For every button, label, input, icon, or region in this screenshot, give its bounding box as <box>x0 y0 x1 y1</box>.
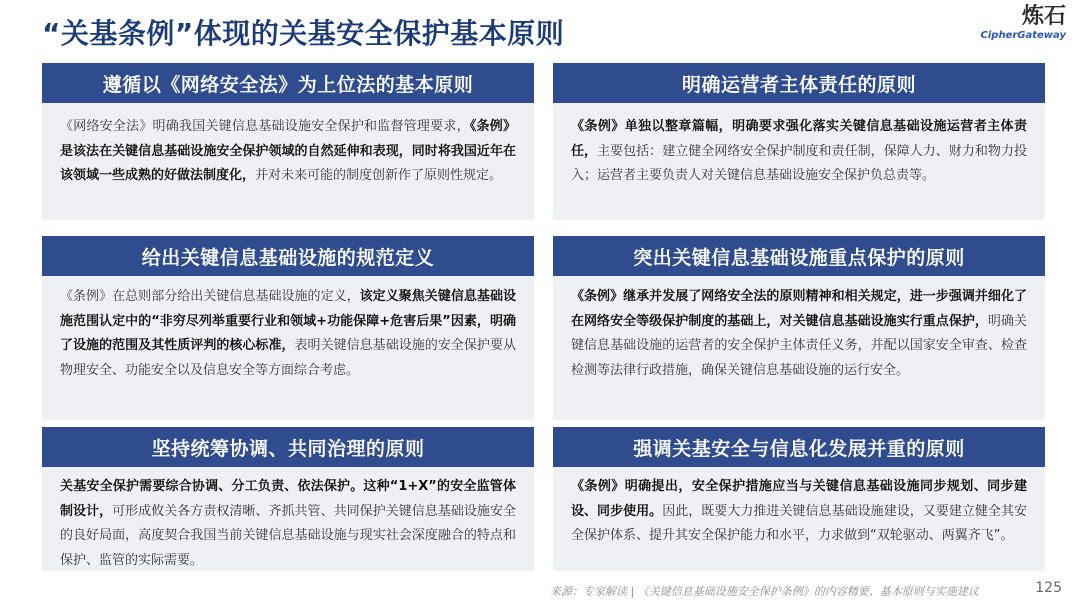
body-text-emphasis: 《条例》明确提出，安全保护措施应当与关键信息基础设施同步规划、同步建设、同步使用。 <box>571 479 1027 519</box>
principle-heading: 强调关基安全与信息化发展并重的原则 <box>553 427 1045 467</box>
principle-heading: 坚持统筹协调、共同治理的原则 <box>42 427 534 467</box>
principle-heading: 明确运营者主体责任的原则 <box>553 63 1045 103</box>
principle-body <box>42 467 534 571</box>
body-text: 并对未来可能的制度创新作了原则性规定。 <box>255 168 503 183</box>
body-text: 可形成攸关各方责权清晰、齐抓共管、共同保护关键信息基础设施安全的良好局面，高度契合我国当前关键信息基础设施与现实社会深度融合的特点和保护、监管的实际需要。 <box>60 503 516 568</box>
principle-panel-4 <box>553 236 1045 420</box>
logo-mark: 炼石 <box>1021 4 1066 29</box>
principle-body <box>553 103 1045 220</box>
principle-body <box>553 276 1045 420</box>
body-text: 《网络安全法》明确我国关键信息基础设施安全保护和监督管理要求， <box>60 119 470 134</box>
body-text-emphasis: 《条例》单独以整章篇幅，明确要求强化落实关键信息基础设施运营者主体责任， <box>571 119 1027 159</box>
body-text-emphasis: 《条例》继承并发展了网络安全法的原则精神和相关规定，进一步强调并细化了在网络安全等级保护制度的基础上，对关键信息基础设施实行重点保护， <box>571 289 1027 329</box>
body-text: 主要包括：建立健全网络安全保护制度和责任制，保障人力、财力和物力投入；运营者主要负责人对关键信息基础设施安全保护负总责等。 <box>571 143 1027 183</box>
page-number: 125 <box>1035 580 1062 596</box>
principle-panel-6 <box>553 427 1045 571</box>
source-footnote: 来源：专家解读 | 《关键信息基础设施安全保护条例》的内容精要、基本原则与实施建议 <box>550 585 979 598</box>
principle-panel-1 <box>42 63 534 220</box>
logo-subtitle: CipherGateway <box>980 30 1066 41</box>
page-title: “关基条例”体现的关基安全保护基本原则 <box>42 17 565 50</box>
body-text-emphasis: 《条例》是该法在关键信息基础设施安全保护领域的自然延伸和表现，同时将我国近年在该领域一些成熟的好做法制度化， <box>60 119 516 183</box>
principle-heading: 遵循以《网络安全法》为上位法的基本原则 <box>42 63 534 103</box>
principle-panel-2 <box>553 63 1045 220</box>
body-text: 表明关键信息基础设施的安全保护要从物理安全、功能安全以及信息安全等方面综合考虑。 <box>60 338 516 378</box>
body-text-emphasis: 关基安全保护需要综合协调、分工负责、依法保护。这种“1+X”的安全监管体制设计， <box>60 479 516 519</box>
principle-body <box>42 276 534 420</box>
principle-body <box>553 467 1045 571</box>
body-text: 因此，既要大力推进关键信息基础设施建设，又要建立健全其安全保护体系、提升其安全保护能力和水平，力求做到“双轮驱动、两翼齐飞”。 <box>571 503 1027 543</box>
body-text-emphasis: 该定义聚焦关键信息基础设施范围认定中的“非穷尽列举重要行业和领域+功能保障+危害后果”因素，明确了设施的范围及其性质评判的核心标准， <box>60 289 516 353</box>
logo <box>981 4 1066 42</box>
body-text: 明确关键信息基础设施的运营者的安全保护主体责任义务，并配以国家安全审查、检查检测等法律行政措施，确保关键信息基础设施的运行安全。 <box>571 313 1027 378</box>
principle-panel-5 <box>42 427 534 571</box>
principle-body <box>42 103 534 220</box>
body-text: 《条例》在总则部分给出关键信息基础设施的定义， <box>60 289 360 304</box>
principle-heading: 给出关键信息基础设施的规范定义 <box>42 236 534 276</box>
principle-heading: 突出关键信息基础设施重点保护的原则 <box>553 236 1045 276</box>
principle-panel-3 <box>42 236 534 420</box>
